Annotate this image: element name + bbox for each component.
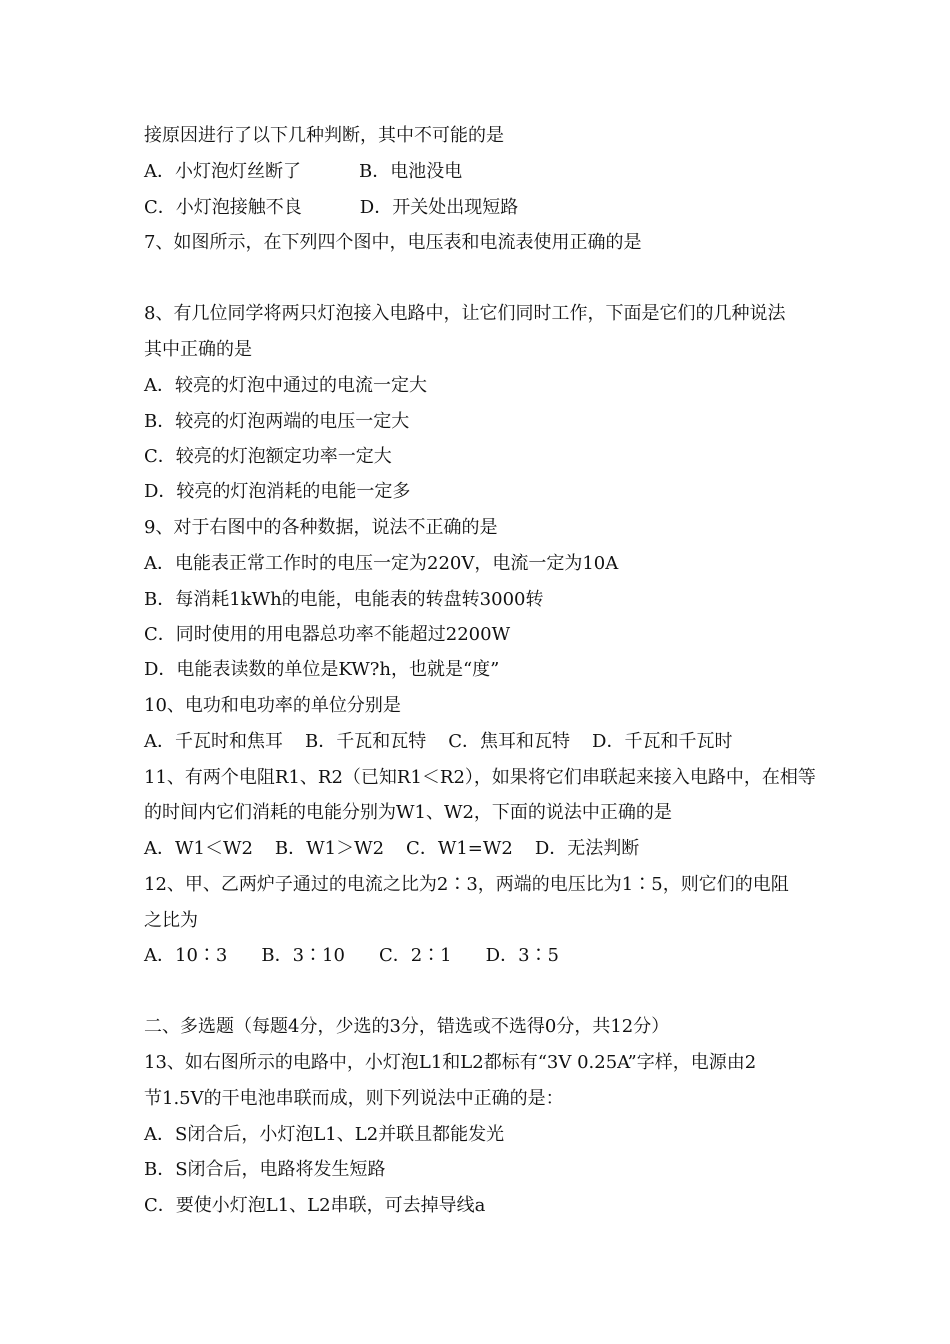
q12-stem-line-1: 12、甲、乙两炉子通过的电流之比为2∶3，两端的电压比为1∶5，则它们的电阻 xyxy=(144,874,789,895)
q11-option-a: A．W1＜W2 xyxy=(144,838,253,859)
q12-option-d: D．3∶5 xyxy=(485,945,559,966)
q6-option-c: C．小灯泡接触不良 xyxy=(144,197,302,218)
q6-options-row-2 xyxy=(144,195,518,221)
q11-option-d: D．无法判断 xyxy=(534,838,640,859)
q11-stem-line-1: 11、有两个电阻R1、R2（已知R1＜R2），如果将它们串联起来接入电路中，在相等 xyxy=(144,767,816,788)
section2-heading: 二、多选题（每题4分，少选的3分，错选或不选得0分，共12分） xyxy=(144,1016,670,1037)
q6-options-row-1 xyxy=(144,159,462,185)
q10-options xyxy=(144,729,732,755)
q9-option-c: C．同时使用的用电器总功率不能超过2200W xyxy=(144,624,511,645)
q13-option-c: C．要使小灯泡L1、L2串联，可去掉导线a xyxy=(144,1195,486,1216)
q8-option-b: B．较亮的灯泡两端的电压一定大 xyxy=(144,411,410,432)
q10-option-d: D．千瓦和千瓦时 xyxy=(592,731,733,752)
q6-option-d: D．开关处出现短路 xyxy=(359,197,519,218)
q10-option-a: A．千瓦时和焦耳 xyxy=(144,731,283,752)
q13-stem-line-2: 节1.5V的干电池串联而成，则下列说法中正确的是： xyxy=(144,1088,564,1109)
q13-option-a: A．S闭合后，小灯泡L1、L2并联且都能发光 xyxy=(144,1124,505,1145)
q7-stem: 7、如图所示，在下列四个图中，电压表和电流表使用正确的是 xyxy=(144,232,642,253)
q10-stem: 10、电功和电功率的单位分别是 xyxy=(144,695,401,716)
q13-option-b: B．S闭合后，电路将发生短路 xyxy=(144,1159,386,1180)
q10-option-c: C．焦耳和瓦特 xyxy=(448,731,571,752)
q9-option-d: D．电能表读数的单位是KW?h，也就是“度” xyxy=(144,659,500,680)
q8-option-a: A．较亮的灯泡中通过的电流一定大 xyxy=(144,375,427,396)
q12-option-a: A．10∶3 xyxy=(144,945,228,966)
q11-options xyxy=(144,836,639,862)
q11-option-b: B．W1＞W2 xyxy=(274,838,385,859)
q9-option-a: A．电能表正常工作时的电压一定为220V，电流一定为10A xyxy=(144,553,619,574)
q6-stem-tail: 接原因进行了以下几种判断，其中不可能的是 xyxy=(144,125,504,146)
q9-stem: 9、对于右图中的各种数据，说法不正确的是 xyxy=(144,517,498,538)
q10-option-b: B．千瓦和瓦特 xyxy=(305,731,427,752)
q8-stem-line-2: 其中正确的是 xyxy=(144,339,252,360)
q9-option-b: B．每消耗1kWh的电能，电能表的转盘转3000转 xyxy=(144,589,544,610)
q11-stem-line-2: 的时间内它们消耗的电能分别为W1、W2，下面的说法中正确的是 xyxy=(144,802,672,823)
q6-option-a: A．小灯泡灯丝断了 xyxy=(144,161,301,182)
q12-options xyxy=(144,943,559,969)
q12-option-b: B．3∶10 xyxy=(261,945,345,966)
q8-option-d: D．较亮的灯泡消耗的电能一定多 xyxy=(144,481,411,502)
q8-option-c: C．较亮的灯泡额定功率一定大 xyxy=(144,446,392,467)
q13-stem-line-1: 13、如右图所示的电路中，小灯泡L1和L2都标有“3V 0.25A”字样，电源由2 xyxy=(144,1052,757,1073)
q12-option-c: C．2∶1 xyxy=(378,945,452,966)
q8-stem-line-1: 8、有几位同学将两只灯泡接入电路中，让它们同时工作，下面是它们的几种说法 xyxy=(144,303,786,324)
q6-option-b: B．电池没电 xyxy=(359,161,463,182)
q12-stem-line-2: 之比为 xyxy=(144,910,198,931)
q11-option-c: C．W1=W2 xyxy=(406,838,513,859)
